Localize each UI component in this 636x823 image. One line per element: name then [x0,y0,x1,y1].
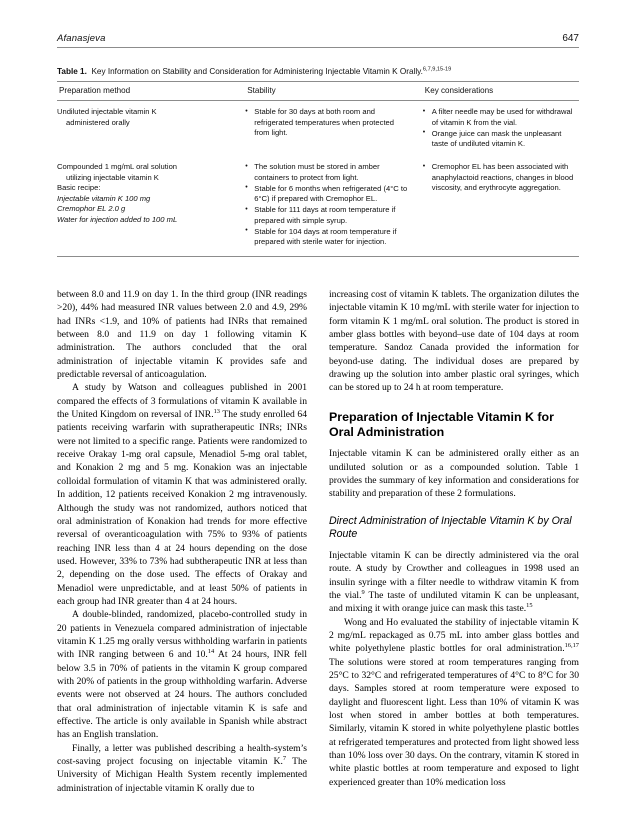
cell-stability [233,156,413,257]
list-item: • Stable for 30 days at both room and refrigerated temperatures when protected from light. [245,107,409,139]
table-head [57,82,579,101]
cell-preparation-method [57,101,233,157]
table-row [57,156,579,257]
cell-key-considerations [413,156,579,257]
prep-line: Cremophor EL 2.0 g [57,204,126,213]
key-information-table [57,81,579,257]
subsection-heading: Direct Administration of Injectable Vitamin K by Oral Route [329,514,572,541]
paragraph: A double-blinded, randomized, placebo-controlled study in 20 patients in Venezuela compared administration of injectable vitamin K 1.25 mg orally versus withholding warfarin in patients with INR ranging between 6 and 10.14 At 24 hours, INR fell below 3.5 in 70% of patients in the vitamin K group compared with 20% of patients in the group withholding warfarin. Adverse events were not observed at 24 hours. The authors concluded that oral administration of injectable vitamin K is safe and effective. The article is only available in Spanish while abstract has an English translation. [57,609,307,741]
cell-preparation-method [57,156,233,257]
table-body [57,101,579,257]
list-item: • Cremophor EL has been associated with anaphylactoid reactions, changes in blood viscosity, and erythrocyte aggregation. [423,162,575,194]
reference-superscript: 14 [207,648,215,656]
prep-line: Compounded 1 mg/mL oral solution [57,162,178,171]
paragraph: Finally, a letter was published describing a health-system’s cost-saving project focusing on injectable vitamin K.$^7$ The University of Michigan Health System recently implemented administration of injectable vitamin K orally due to [57,742,307,794]
running-head [57,33,579,48]
considerations-bullet-list [413,107,575,150]
body-columns [57,288,579,795]
table-caption-refs: 6,7,9,15-19 [422,66,452,73]
reference-superscript: 7 [282,754,287,762]
prep-line: administered orally [66,117,130,127]
prep-line: Water for injection added to 100 mL [57,214,178,224]
stability-bullet-list [233,107,409,139]
table-row [57,101,579,157]
table-1-container [57,66,579,257]
paragraph: increasing cost of vitamin K tablets. The organization dilutes the injectable vitamin K 10 mg/mL with sterile water for injection to form vitamin K 1 mg/mL oral solution. The product is stored in amber glass bottles with beyond–use date of 104 days at room temperature. Sandoz Canada provided the information for beyond-use dating. The individual doses are prepared by drawing up the solution into amber plastic oral syringes, which can be stored up to 24 h at room temperature. [329,289,579,394]
column-header-stability: Stability [233,82,413,101]
considerations-bullet-list [413,162,575,194]
cell-stability [233,101,413,157]
section-heading: Preparation of Injectable Vitamin K for Oral Administration [329,409,554,439]
list-item: • Orange juice can mask the unpleasant taste of undiluted vitamin K. [423,129,575,150]
reference-superscript: 15 [526,602,533,610]
page-number: 647 [562,33,579,44]
list-item: • Stable for 6 months when refrigerated (4°C to 6°C) if prepared with Cremophor EL. [245,184,409,205]
list-item: • A filter needle may be used for withdrawal of vitamin K from the vial. [423,107,575,128]
prep-line: Injectable vitamin K 100 mg [57,193,151,203]
prep-line: Basic recipe: [57,183,101,192]
table-header-row [57,82,579,101]
prep-line: utilizing injectable vitamin K [66,172,159,182]
column-header-key-considerations: Key considerations [413,82,579,101]
paragraph: Wong and Ho evaluated the stability of injectable vitamin K 2 mg/mL repackaged as 0.75 mL into amber glass bottles and white polyethylene plastic bottles for oral administration.$^{16,17}$ The solutions were stored at room temperatures ranging from 25°C to 32°C and refrigerated temperatures of 4°C to 8°C for 30 days. Samples stored at room temperature were exposed to daylight and fluorescent light. Less than 10% of vitamin K was lost when stored in amber bottles at both temperatures. Similarly, vitamin K stored in white polyethylene plastic bottles at refrigerated temperatures and protected from light showed less than 10% loss over 30 days. On the contrary, vitamin K stored in white plastic bottles at room temperature and exposed to light experienced greater than 10% medication loss [329,616,579,788]
stability-bullet-list [233,162,409,248]
table-caption-body: Key Information on Stability and Consideration for Administering Injectable Vitamin K Orally. [91,67,423,76]
paragraph: between 8.0 and 11.9 on day 1. In the third group (INR readings >20), 44% had measured INR values between 2.0 and 4.9, 29% had INRs <1.9, and 10% of patients had INRs that remained between 8.0 and 11.9 on day 1 following vitamin K administration. The authors concluded that the oral administration of injectable vitamin K provides safe and predictable reversal of anticoagulation. [57,289,307,381]
list-item: • Stable for 104 days at room temperature if prepared with sterile water for injection. [245,227,409,248]
list-item: • Stable for 111 days at room temperature if prepared with simple syrup. [245,205,409,226]
right-column [329,288,579,795]
paragraph: Injectable vitamin K can be directly administered via the oral route. A study by Crowther and colleagues in 1998 used an insulin syringe with a filter needle to withdraw vitamin K from the vial.$^9$ The taste of undiluted vitamin K can be unpleasant, and mixing it with orange juice can mask this taste.$^{15}$ [329,549,580,615]
prep-line: Undiluted injectable vitamin K [57,107,157,116]
cell-key-considerations [413,101,579,157]
paragraph: Injectable vitamin K can be administered orally either as an undiluted solution or as a compounded solution. Table 1 provides the summary of key information and considerations for stability and preparation of these 2 formulations. [329,448,579,500]
left-column [57,288,307,795]
list-item: • The solution must be stored in amber containers to protect from light. [245,162,409,183]
column-header-preparation-method: Preparation method [57,82,233,101]
table-label: Table 1. [57,67,87,76]
reference-superscript: 9 [361,588,365,596]
table-caption [57,66,579,81]
reference-superscript: 13 [213,407,220,415]
running-head-author: Afanasjeva [57,33,106,44]
paragraph: A study by Watson and colleagues published in 2001 compared the effects of 3 formulations of vitamin K available in the United Kingdom on reversal of INR.$^{13}$ The study enrolled 64 patients receiving warfarin with supratherapeutic INRs; INRs were not limited to a specific range. Patients were randomized to receive Orakay 1-mg oral capsule, Menadiol 5-mg oral tablet, and Konakion 2 mg and 5 mg. Konakion was an injectable colloidal formulation of vitamin K that was administered orally. In addition, 12 patients received Konakion 2 mg intravenously. Although the study was not randomized, authors noticed that oral administration of Konakion had trends for more effective reversal of overanticoagulation with 75% to 93% of patients reaching INR less than 4 at 24 hours depending on the dose used. However, 33% to 73% had subtherapeutic INR at less than 2, depending on the dose used. The effects of Orakay and Menadiol were unpredictable, and at least 50% of patients in each group had INR greater than 4 at 24 hours. [57,382,307,607]
reference-superscript: 16,17 [564,642,579,650]
